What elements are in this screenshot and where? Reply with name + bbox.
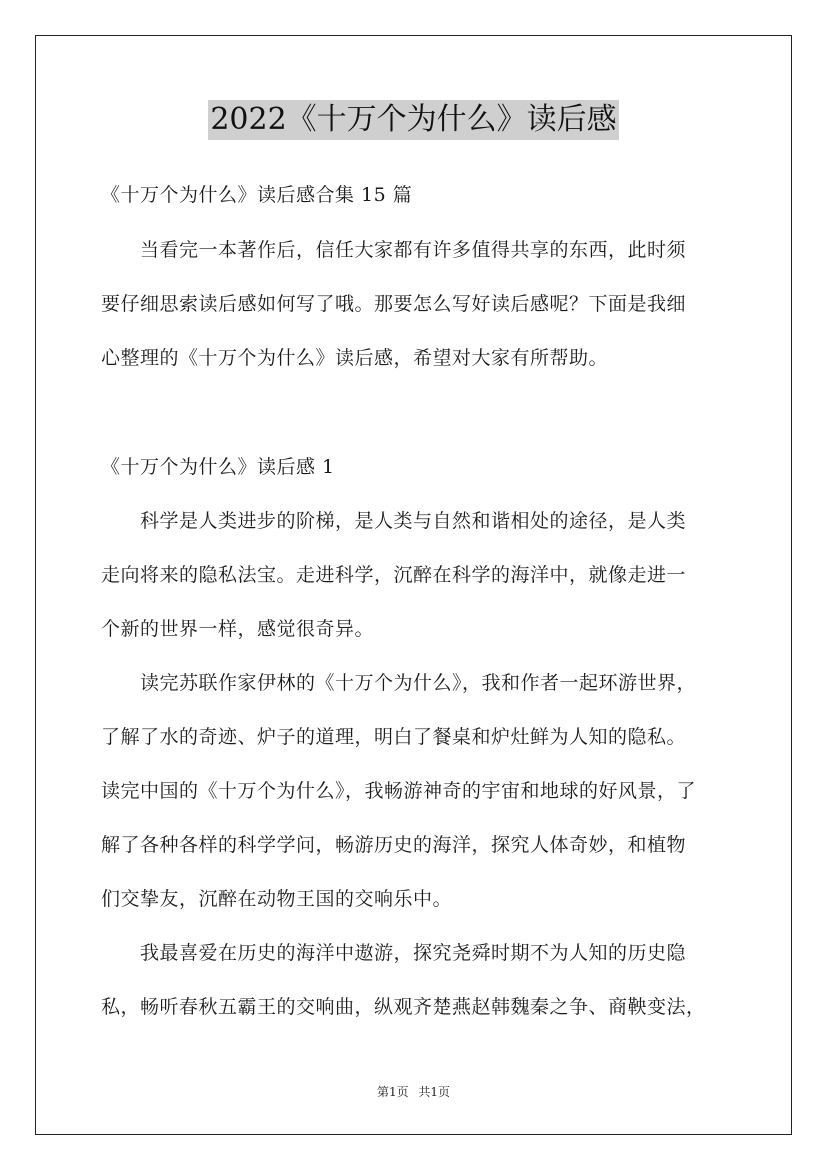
paragraph-line: 们交挚友，沉醉在动物王国的交响乐中。 (101, 888, 453, 910)
document-title: 2022《十万个为什么》读后感 (208, 100, 618, 140)
section-heading: 《十万个为什么》读后感 1 (101, 456, 335, 478)
paragraph-line: 读完中国的《十万个为什么》，我畅游神奇的宇宙和地球的好风景，了 (101, 780, 697, 802)
paragraph-line: 要仔细思索读后感如何写了哦。那要怎么写好读后感呢？下面是我细 (101, 293, 687, 315)
paragraph-line: 读完苏联作家伊林的《十万个为什么》，我和作者一起环游世界， (101, 672, 697, 694)
paragraph-line: 心整理的《十万个为什么》读后感，希望对大家有所帮助。 (101, 347, 609, 369)
paragraph-line: 科学是人类进步的阶梯，是人类与自然和谐相处的途径，是人类 (101, 510, 687, 532)
paragraph-line: 私，畅听春秋五霸王的交响曲，纵观齐楚燕赵韩魏秦之争、商鞅变法， (101, 996, 706, 1018)
section-heading: 《十万个为什么》读后感合集 15 篇 (101, 184, 413, 206)
page-footer (0, 1083, 827, 1100)
page-number-total: 共1页 (418, 1085, 451, 1099)
title-container (0, 100, 827, 140)
paragraph-line: 个新的世界一样，感觉很奇异。 (101, 618, 375, 640)
paragraph-line: 我最喜爱在历史的海洋中遨游，探究尧舜时期不为人知的历史隐 (101, 942, 687, 964)
paragraph-line: 了解了水的奇迹、炉子的道理，明白了餐桌和炉灶鲜为人知的隐私。 (101, 726, 687, 748)
page-number-current: 第1页 (376, 1085, 409, 1099)
paragraph-line: 走向将来的隐私法宝。走进科学，沉醉在科学的海洋中，就像走进一 (101, 564, 687, 586)
paragraph-line: 当看完一本著作后，信任大家都有许多值得共享的东西，此时须 (101, 239, 687, 261)
paragraph-line: 解了各种各样的科学学问，畅游历史的海洋，探究人体奇妙，和植物 (101, 834, 687, 856)
